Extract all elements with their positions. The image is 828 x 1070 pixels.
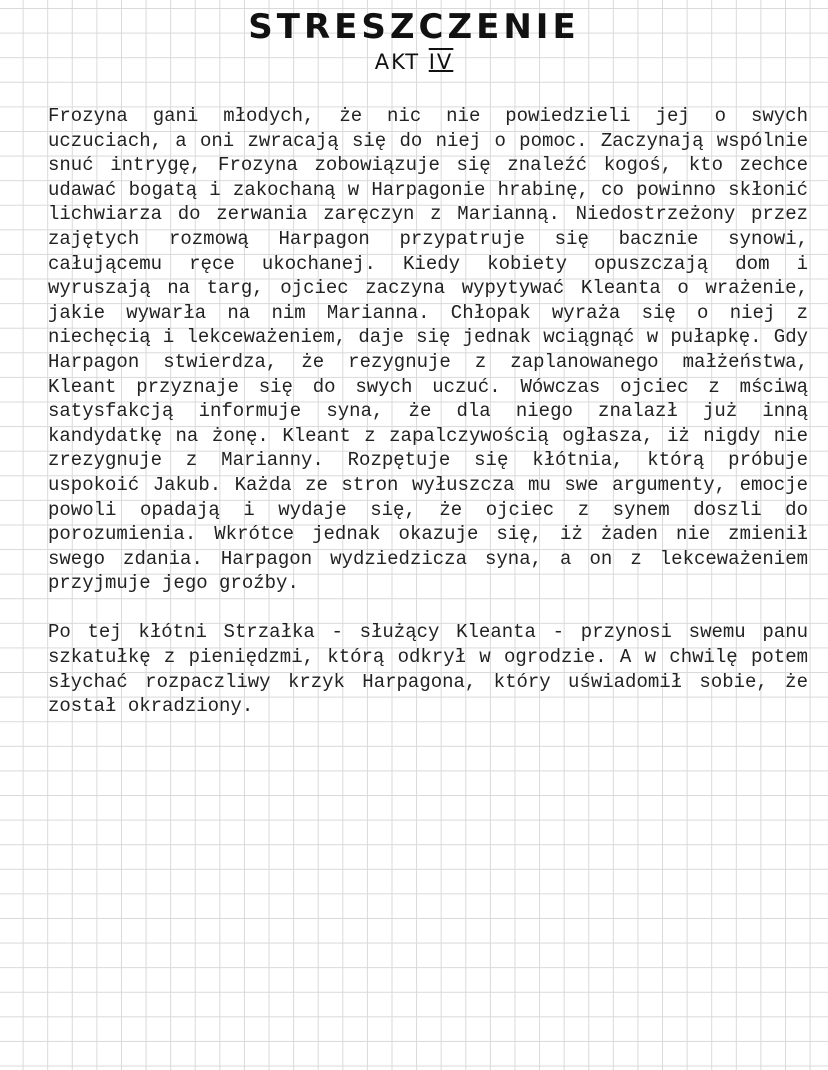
act-label: AKT [374,50,421,74]
summary-text [48,104,808,743]
summary-paragraph-2: Po tej kłótni Strzałka - służący Kleanta - przynosi swemu panu szkatułkę z pieniędzmi, którą odkrył w ogrodzie. A w chwilę potem słychać rozpaczliwy krzyk Harpagona, który uświadomił sobie, że został okradziony. [48,621,808,718]
act-subtitle [0,47,828,77]
act-number: IV [428,50,454,74]
page-title: STRESZCZENIE [248,7,580,47]
summary-paragraph-1: Frozyna gani młodych, że nic nie powiedzieli jej o swych uczuciach, a oni zwracają się do niej o pomoc. Zaczynają wspólnie snuć intrygę, Frozyna zobowiązuje się znaleźć kogoś, kto zechce udawać bogatą i zakochaną w Harpagonie hrabinę, co powinno skłonić lichwiarza do zerwania zaręczyn z Marianną. Niedostrzeżony przez zajętych rozmową Harpagon przypatruje się bacznie synowi, całującemu ręce ukochanej. Kiedy kobiety opuszczają dom i wyruszają na targ, ojciec zaczyna wypytywać Kleanta o wrażenie, jakie wywarła na nim Marianna. Chłopak wyraża się o niej z niechęcią i lekceważeniem, daje się jednak wciągnąć w pułapkę. Gdy Harpagon stwierdza, że rezygnuje z zaplanowanego małżeństwa, Kleant przyznaje się do swych uczuć. Wówczas ojciec z mściwą satysfakcją informuje syna, że dla niego znalazł już inną kandydatkę na żonę. Kleant z zapalczywością ogłasza, iż nigdy nie zrezygnuje z Marianny. Rozpętuje się kłótnia, którą próbuje uspokoić Jakub. Każda ze stron wyłuszcza mu swe argumenty, emocje powoli opadają i wydaje się, że ojciec z synem doszli do porozumienia. Wkrótce jednak okazuje się, iż żaden nie zmienił swego zdania. Harpagon wydziedzicza syna, a on z lekceważeniem przyjmuje jego groźby. [48,105,808,595]
